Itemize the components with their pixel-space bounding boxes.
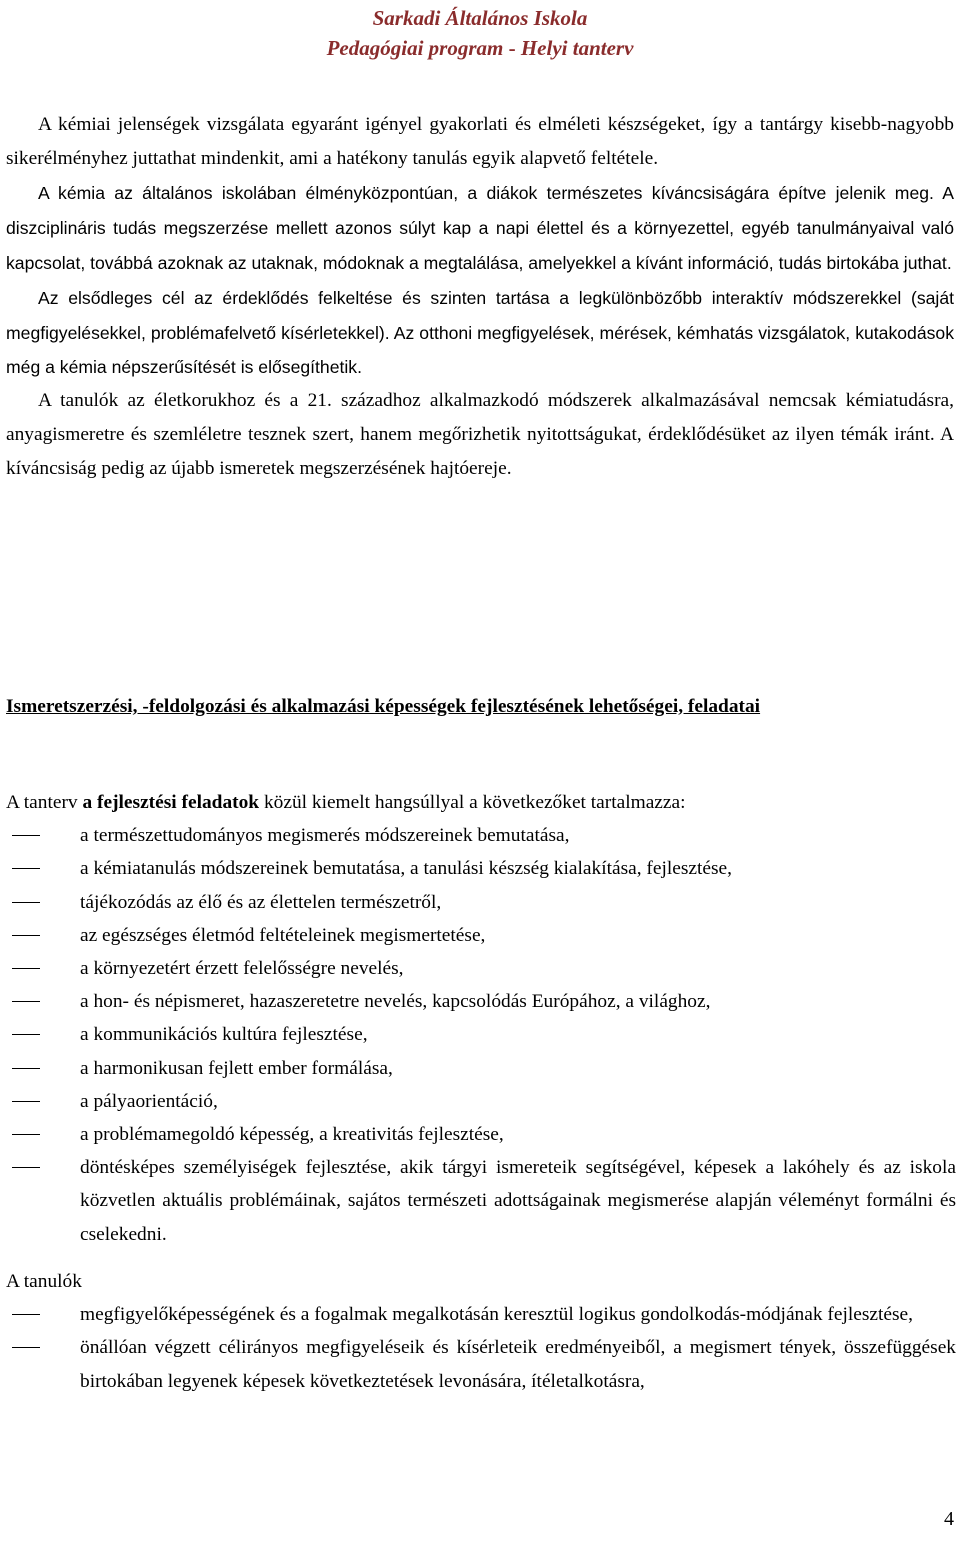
list-item xyxy=(6,1298,956,1331)
list-item xyxy=(6,886,956,919)
dash-bullet xyxy=(12,902,40,903)
list-item-text: a természettudományos megismerés módszereinek bemutatása, xyxy=(80,825,570,847)
section-heading: Ismeretszerzési, -feldolgozási és alkalmazási képességek fejlesztésének lehetőségei, feladatai xyxy=(6,696,761,717)
list-item-text: a kémiatanulás módszereinek bemutatása, a tanulási készség kialakítása, fejlesztése, xyxy=(80,858,733,880)
list-item-text: a hon- és népismeret, hazaszeretetre nevelés, kapcsolódás Európához, a világhoz, xyxy=(80,991,711,1013)
dash-bullet xyxy=(12,935,40,936)
list-item-text: a problémamegoldó képesség, a kreativitás fejlesztése, xyxy=(80,1124,504,1146)
intro-paragraph-4: A tanulók az életkorukhoz és a 21. századhoz alkalmazkodó módszerek alkalmazásával nemcsak kémiatudásra, anyagismeretre és szemléletre tesznek szert, hanem megőrizhetik nyitottságukat, érdeklődésüket az ilyen témák iránt. A kíváncsiság pedig az újabb ismeretek megszerzésének hajtóereje. xyxy=(6,389,954,479)
school-name: Sarkadi Általános Iskola xyxy=(372,6,588,30)
curriculum-lead-bold: a fejlesztési feladatok xyxy=(82,792,260,813)
list-item xyxy=(6,852,956,885)
list-item-text: döntésképes személyiségek fejlesztése, akik tárgyi ismereteik segítségével, képesek a lakóhely és az iskola közvetlen aktuális problémáinak, sajátos természeti adottságainak megismerése alapján véleményt formálni és cselekedni. xyxy=(80,1157,956,1245)
intro-paragraph-1: A kémiai jelenségek vizsgálata egyaránt igényel gyakorlati és elméleti készségeket, így a tantárgy kisebb-nagyobb sikerélményhez juttathat mindenkit, ami a hatékony tanulás egyik alapvető feltétele. xyxy=(6,114,954,170)
intro-paragraph-2-rest: A diszciplináris tudás megszerzése mellett azonos súlyt kap a napi élettel és a környezettel, egyéb tanulmányaival való kapcsolat, továbbá azoknak az utaknak, módoknak a megtalálása, amelyekkel a kívánt információ, tudás birtokába juthat. xyxy=(6,183,954,274)
list-item-text: a pályaorientáció, xyxy=(80,1090,218,1112)
dash-bullet xyxy=(12,1068,40,1069)
dash-bullet xyxy=(12,1167,40,1168)
list-item xyxy=(6,952,956,985)
list-item-text: a kommunikációs kultúra fejlesztése, xyxy=(80,1024,368,1046)
dash-bullet xyxy=(12,868,40,869)
page-header xyxy=(0,3,960,63)
program-title xyxy=(0,33,960,63)
students-list xyxy=(6,1298,956,1398)
list-item xyxy=(6,1052,956,1085)
dash-bullet xyxy=(12,1134,40,1135)
list-item-text: megfigyelőképességének és a fogalmak megalkotásán keresztül logikus gondolkodás-módjának fejlesztése, xyxy=(80,1304,913,1326)
header-separator: - xyxy=(503,36,521,60)
students-lead: A tanulók xyxy=(6,1271,82,1292)
list-item xyxy=(6,1151,956,1251)
curriculum-lead-start: A tanterv xyxy=(6,792,83,813)
students-block xyxy=(6,1265,956,1398)
intro-text xyxy=(6,108,954,486)
section-name: Helyi tanterv xyxy=(520,36,634,60)
dash-bullet xyxy=(12,835,40,836)
dash-bullet xyxy=(12,1314,40,1315)
list-item xyxy=(6,819,956,852)
curriculum-lead-end: közül kiemelt hangsúllyal a következőket tartalmazza: xyxy=(259,792,686,813)
intro-paragraph-2-start: A kémia az általános iskolában élményközpontúan, a diákok természetes kíváncsiságára építve jelenik meg. xyxy=(38,183,934,204)
list-item xyxy=(6,985,956,1018)
list-item-text: az egészséges életmód feltételeinek megismertetése, xyxy=(80,924,486,946)
list-item-text: a harmonikusan fejlett ember formálása, xyxy=(80,1057,393,1079)
list-item xyxy=(6,1085,956,1118)
dash-bullet xyxy=(12,968,40,969)
list-item-text: tájékozódás az élő és az élettelen természetről, xyxy=(80,891,442,913)
page-number: 4 xyxy=(944,1508,954,1530)
list-item xyxy=(6,919,956,952)
list-item xyxy=(6,1331,956,1397)
curriculum-block xyxy=(6,786,956,1251)
dash-bullet xyxy=(12,1347,40,1348)
dash-bullet xyxy=(12,1034,40,1035)
curriculum-list xyxy=(6,819,956,1251)
dash-bullet xyxy=(12,1101,40,1102)
dash-bullet xyxy=(12,1001,40,1002)
program-name: Pedagógiai program xyxy=(326,36,504,60)
intro-paragraph-2 xyxy=(6,176,954,281)
curriculum-lead xyxy=(6,786,956,819)
list-item-text: önállóan végzett célirányos megfigyeléseik és kísérleteik eredményeiből, a megismert tények, összefüggések birtokában legyenek képesek következtetések levonására, ítéletalkotásra, xyxy=(80,1337,956,1392)
list-item xyxy=(6,1018,956,1051)
list-item xyxy=(6,1118,956,1151)
list-item-text: a környezetért érzett felelősségre nevelés, xyxy=(80,958,404,980)
intro-paragraph-3: Az elsődleges cél az érdeklődés felkeltése és szinten tartása a legkülönbözőbb interaktív módszerekkel (saját megfigyelésekkel, problémafelvető kísérletekkel). Az otthoni megfigyelések, mérések, kémhatás vizsgálatok, kutakodások még a kémia népszerűsítését is elősegíthetik. xyxy=(6,288,954,377)
